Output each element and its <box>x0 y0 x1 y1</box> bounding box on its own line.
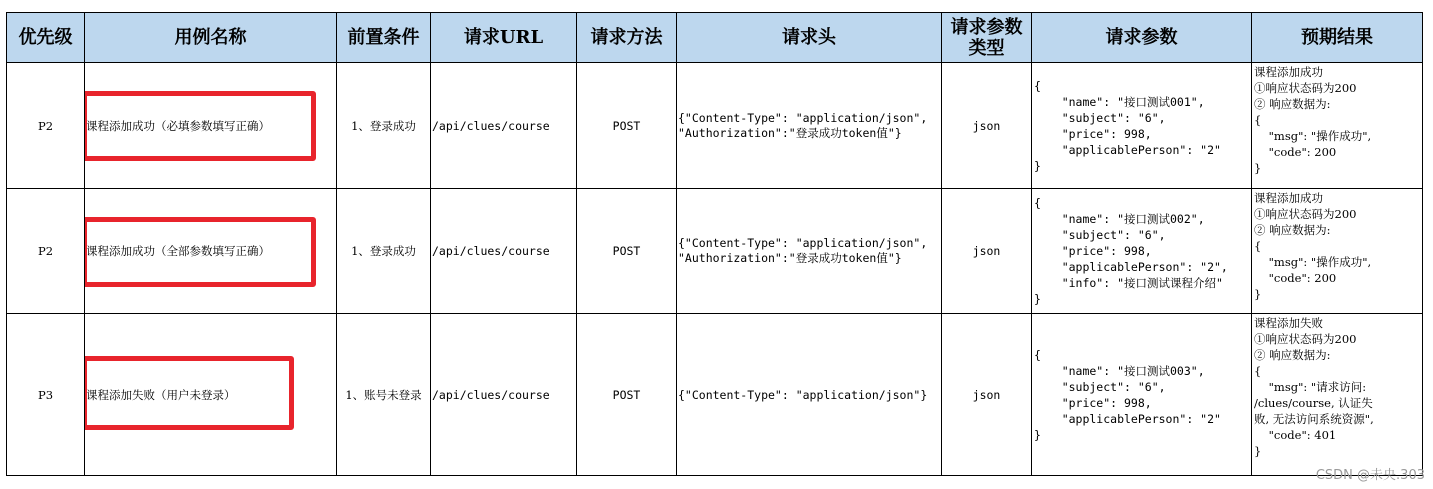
expected-line: ①响应状态码为200 <box>1254 332 1357 346</box>
expected-line: ② 响应数据为: <box>1254 348 1331 362</box>
param-line: "subject": "6", <box>1034 228 1166 242</box>
cell-param-type: json <box>942 63 1032 189</box>
cell-request-headers <box>677 63 942 189</box>
case-name-text: 课程添加成功（全部参数填写正确） <box>86 244 270 258</box>
param-line: } <box>1034 158 1041 173</box>
expected-line: ② 响应数据为: <box>1254 223 1331 237</box>
param-line: } <box>1034 292 1041 306</box>
header-precondition: 前置条件 <box>337 13 431 63</box>
header-params: 请求参数 <box>1032 13 1252 63</box>
cell-request-headers <box>677 189 942 314</box>
param-line: "name": "接口测试002", <box>1034 212 1205 226</box>
param-line: "applicablePerson": "2", <box>1034 260 1228 274</box>
expected-line: } <box>1254 287 1262 301</box>
cell-case-name <box>85 63 337 189</box>
cell-expected <box>1252 189 1423 314</box>
header-row <box>7 13 1423 63</box>
header-line: {"Content-Type": "application/json"} <box>678 387 928 402</box>
table-row <box>7 63 1423 189</box>
header-line: "Authorization":"登录成功token值"} <box>678 251 902 265</box>
expected-line: } <box>1254 161 1262 175</box>
expected-line: { <box>1254 239 1262 253</box>
cell-params <box>1032 314 1252 476</box>
cell-url: /api/clues/course <box>431 189 577 314</box>
header-param-type: 请求参数类型 <box>942 13 1032 63</box>
param-line: "applicablePerson": "2" <box>1034 142 1221 157</box>
expected-line: ①响应状态码为200 <box>1254 81 1357 95</box>
header-priority: 优先级 <box>7 13 85 63</box>
param-line: "name": "接口测试003", <box>1034 363 1205 378</box>
param-line: { <box>1034 78 1041 93</box>
table-row <box>7 189 1423 314</box>
param-line: } <box>1034 427 1041 442</box>
case-name-text: 课程添加成功（必填参数填写正确） <box>86 118 270 133</box>
cell-priority: P2 <box>7 189 85 314</box>
header-line: {"Content-Type": "application/json", <box>678 236 928 250</box>
expected-line: "code": 200 <box>1254 271 1337 285</box>
param-line: "price": 998, <box>1034 126 1152 141</box>
header-line: "Authorization":"登录成功token值"} <box>678 125 902 140</box>
highlight-box <box>85 217 317 287</box>
expected-line: 课程添加成功 <box>1254 191 1323 205</box>
param-line: { <box>1034 347 1041 362</box>
expected-line: "msg": "操作成功", <box>1254 255 1372 269</box>
expected-line: 败, 无法访问系统资源", <box>1254 412 1374 426</box>
cell-method: POST <box>577 314 677 476</box>
header-method: 请求方法 <box>577 13 677 63</box>
expected-line: { <box>1254 364 1262 378</box>
param-line: "subject": "6", <box>1034 379 1166 394</box>
cell-expected <box>1252 63 1423 189</box>
expected-line: 课程添加成功 <box>1254 65 1323 79</box>
expected-line: "code": 401 <box>1254 428 1337 442</box>
expected-line: "msg": "请求访问: <box>1254 380 1367 394</box>
expected-line: } <box>1254 444 1262 458</box>
cell-url: /api/clues/course <box>431 63 577 189</box>
case-name-text: 课程添加失败（用户未登录） <box>86 387 236 402</box>
cell-request-headers <box>677 314 942 476</box>
param-line: "price": 998, <box>1034 244 1152 258</box>
highlight-box <box>85 91 317 161</box>
param-line: "info": "接口测试课程介绍" <box>1034 276 1223 290</box>
header-line: {"Content-Type": "application/json", <box>678 110 928 125</box>
cell-params <box>1032 189 1252 314</box>
cell-url: /api/clues/course <box>431 314 577 476</box>
param-line: "subject": "6", <box>1034 110 1166 125</box>
expected-line: { <box>1254 113 1262 127</box>
expected-line: /clues/course, 认证失 <box>1254 396 1373 410</box>
cell-case-name <box>85 189 337 314</box>
cell-params <box>1032 63 1252 189</box>
watermark: CSDN @未央.303 <box>1315 468 1425 483</box>
expected-line: ② 响应数据为: <box>1254 97 1331 111</box>
cell-expected <box>1252 314 1423 476</box>
expected-line: "msg": "操作成功", <box>1254 129 1372 143</box>
cell-precondition: 1、登录成功 <box>337 63 431 189</box>
test-case-table <box>6 12 1423 476</box>
param-line: "price": 998, <box>1034 395 1152 410</box>
cell-method: POST <box>577 63 677 189</box>
highlight-box <box>85 356 295 430</box>
expected-line: "code": 200 <box>1254 145 1337 159</box>
cell-param-type: json <box>942 314 1032 476</box>
cell-precondition: 1、账号未登录 <box>337 314 431 476</box>
header-request-headers: 请求头 <box>677 13 942 63</box>
param-line: "applicablePerson": "2" <box>1034 411 1221 426</box>
cell-priority: P2 <box>7 63 85 189</box>
header-expected: 预期结果 <box>1252 13 1423 63</box>
header-url: 请求URL <box>431 13 577 63</box>
cell-param-type: json <box>942 189 1032 314</box>
expected-line: 课程添加失败 <box>1254 316 1323 330</box>
param-line: "name": "接口测试001", <box>1034 94 1205 109</box>
cell-case-name <box>85 314 337 476</box>
expected-line: ①响应状态码为200 <box>1254 207 1357 221</box>
cell-precondition: 1、登录成功 <box>337 189 431 314</box>
cell-method: POST <box>577 189 677 314</box>
table-row <box>7 314 1423 476</box>
header-case-name: 用例名称 <box>85 13 337 63</box>
cell-priority: P3 <box>7 314 85 476</box>
param-line: { <box>1034 196 1041 210</box>
